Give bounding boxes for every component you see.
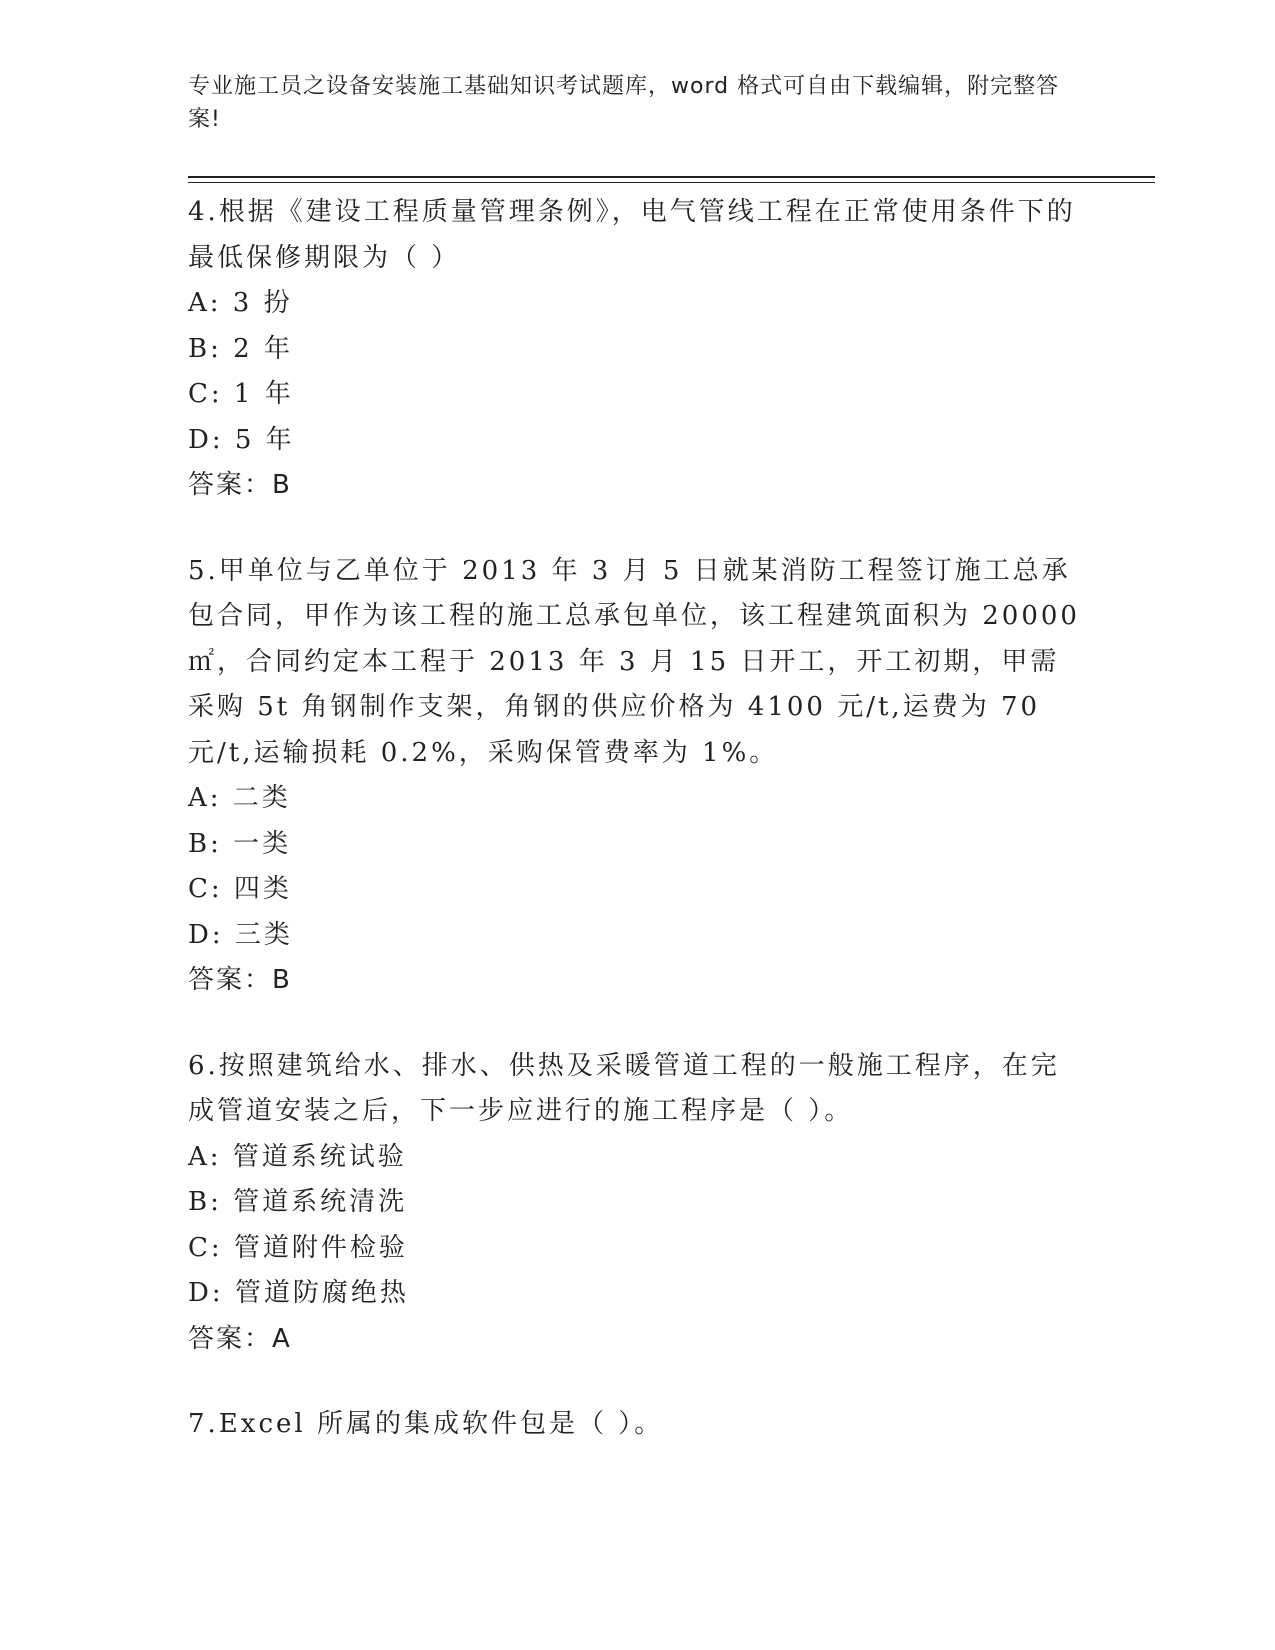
option-d: D: 三类	[188, 919, 293, 950]
option-a: A: 二类	[188, 783, 291, 813]
header-rule-thin	[188, 182, 1155, 183]
answer-line: 答案：A	[188, 1323, 292, 1354]
option-d: D: 管道防腐绝热	[188, 1278, 409, 1308]
answer-line: 答案：B	[188, 965, 292, 995]
question-text: 5.甲单位与乙单位于 2013 年 3 月 5 日就某消防工程签订施工总承包合同，甲作为该工程的施工总承包单位，该工程建筑面积为 20000㎡，合同约定本工程于 2013 年 3 月 15 日开工，开工初期，甲需采购 5t 角钢制作支架，角钢的供应价格为 4100 元/t,运费为 70 元/t,运输损耗 0.2%，采购保管费率为 1%。	[188, 555, 1080, 768]
question-5	[188, 549, 1088, 1004]
question-list	[188, 190, 1088, 1476]
question-6	[188, 1044, 1088, 1363]
option-b: B: 2 年	[188, 333, 293, 364]
question-4	[188, 190, 1088, 509]
option-a: A: 3 扮	[188, 288, 293, 318]
question-text: 6.按照建筑给水、排水、供热及采暖管道工程的一般施工程序，在完成管道安装之后，下一步应进行的施工程序是（ ）。	[188, 1050, 1060, 1126]
document-header: 专业施工员之设备安装施工基础知识考试题库，word 格式可自由下载编辑，附完整答案!	[188, 74, 1060, 132]
option-d: D: 5 年	[188, 424, 295, 455]
question-text: 7.Excel 所属的集成软件包是（ ）。	[188, 1409, 664, 1439]
answer-line: 答案：B	[188, 470, 292, 500]
question-7	[188, 1402, 1088, 1448]
question-text: 4.根据《建设工程质量管理条例》，电气管线工程在正常使用条件下的最低保修期限为（ ）	[188, 197, 1076, 273]
option-c: C: 1 年	[188, 379, 294, 409]
option-c: C: 管道附件检验	[188, 1232, 408, 1263]
header-rule	[188, 176, 1155, 178]
option-c: C: 四类	[188, 874, 292, 904]
option-b: B: 管道系统清洗	[188, 1187, 408, 1217]
option-b: B: 一类	[188, 828, 292, 859]
option-a: A: 管道系统试验	[188, 1141, 407, 1172]
